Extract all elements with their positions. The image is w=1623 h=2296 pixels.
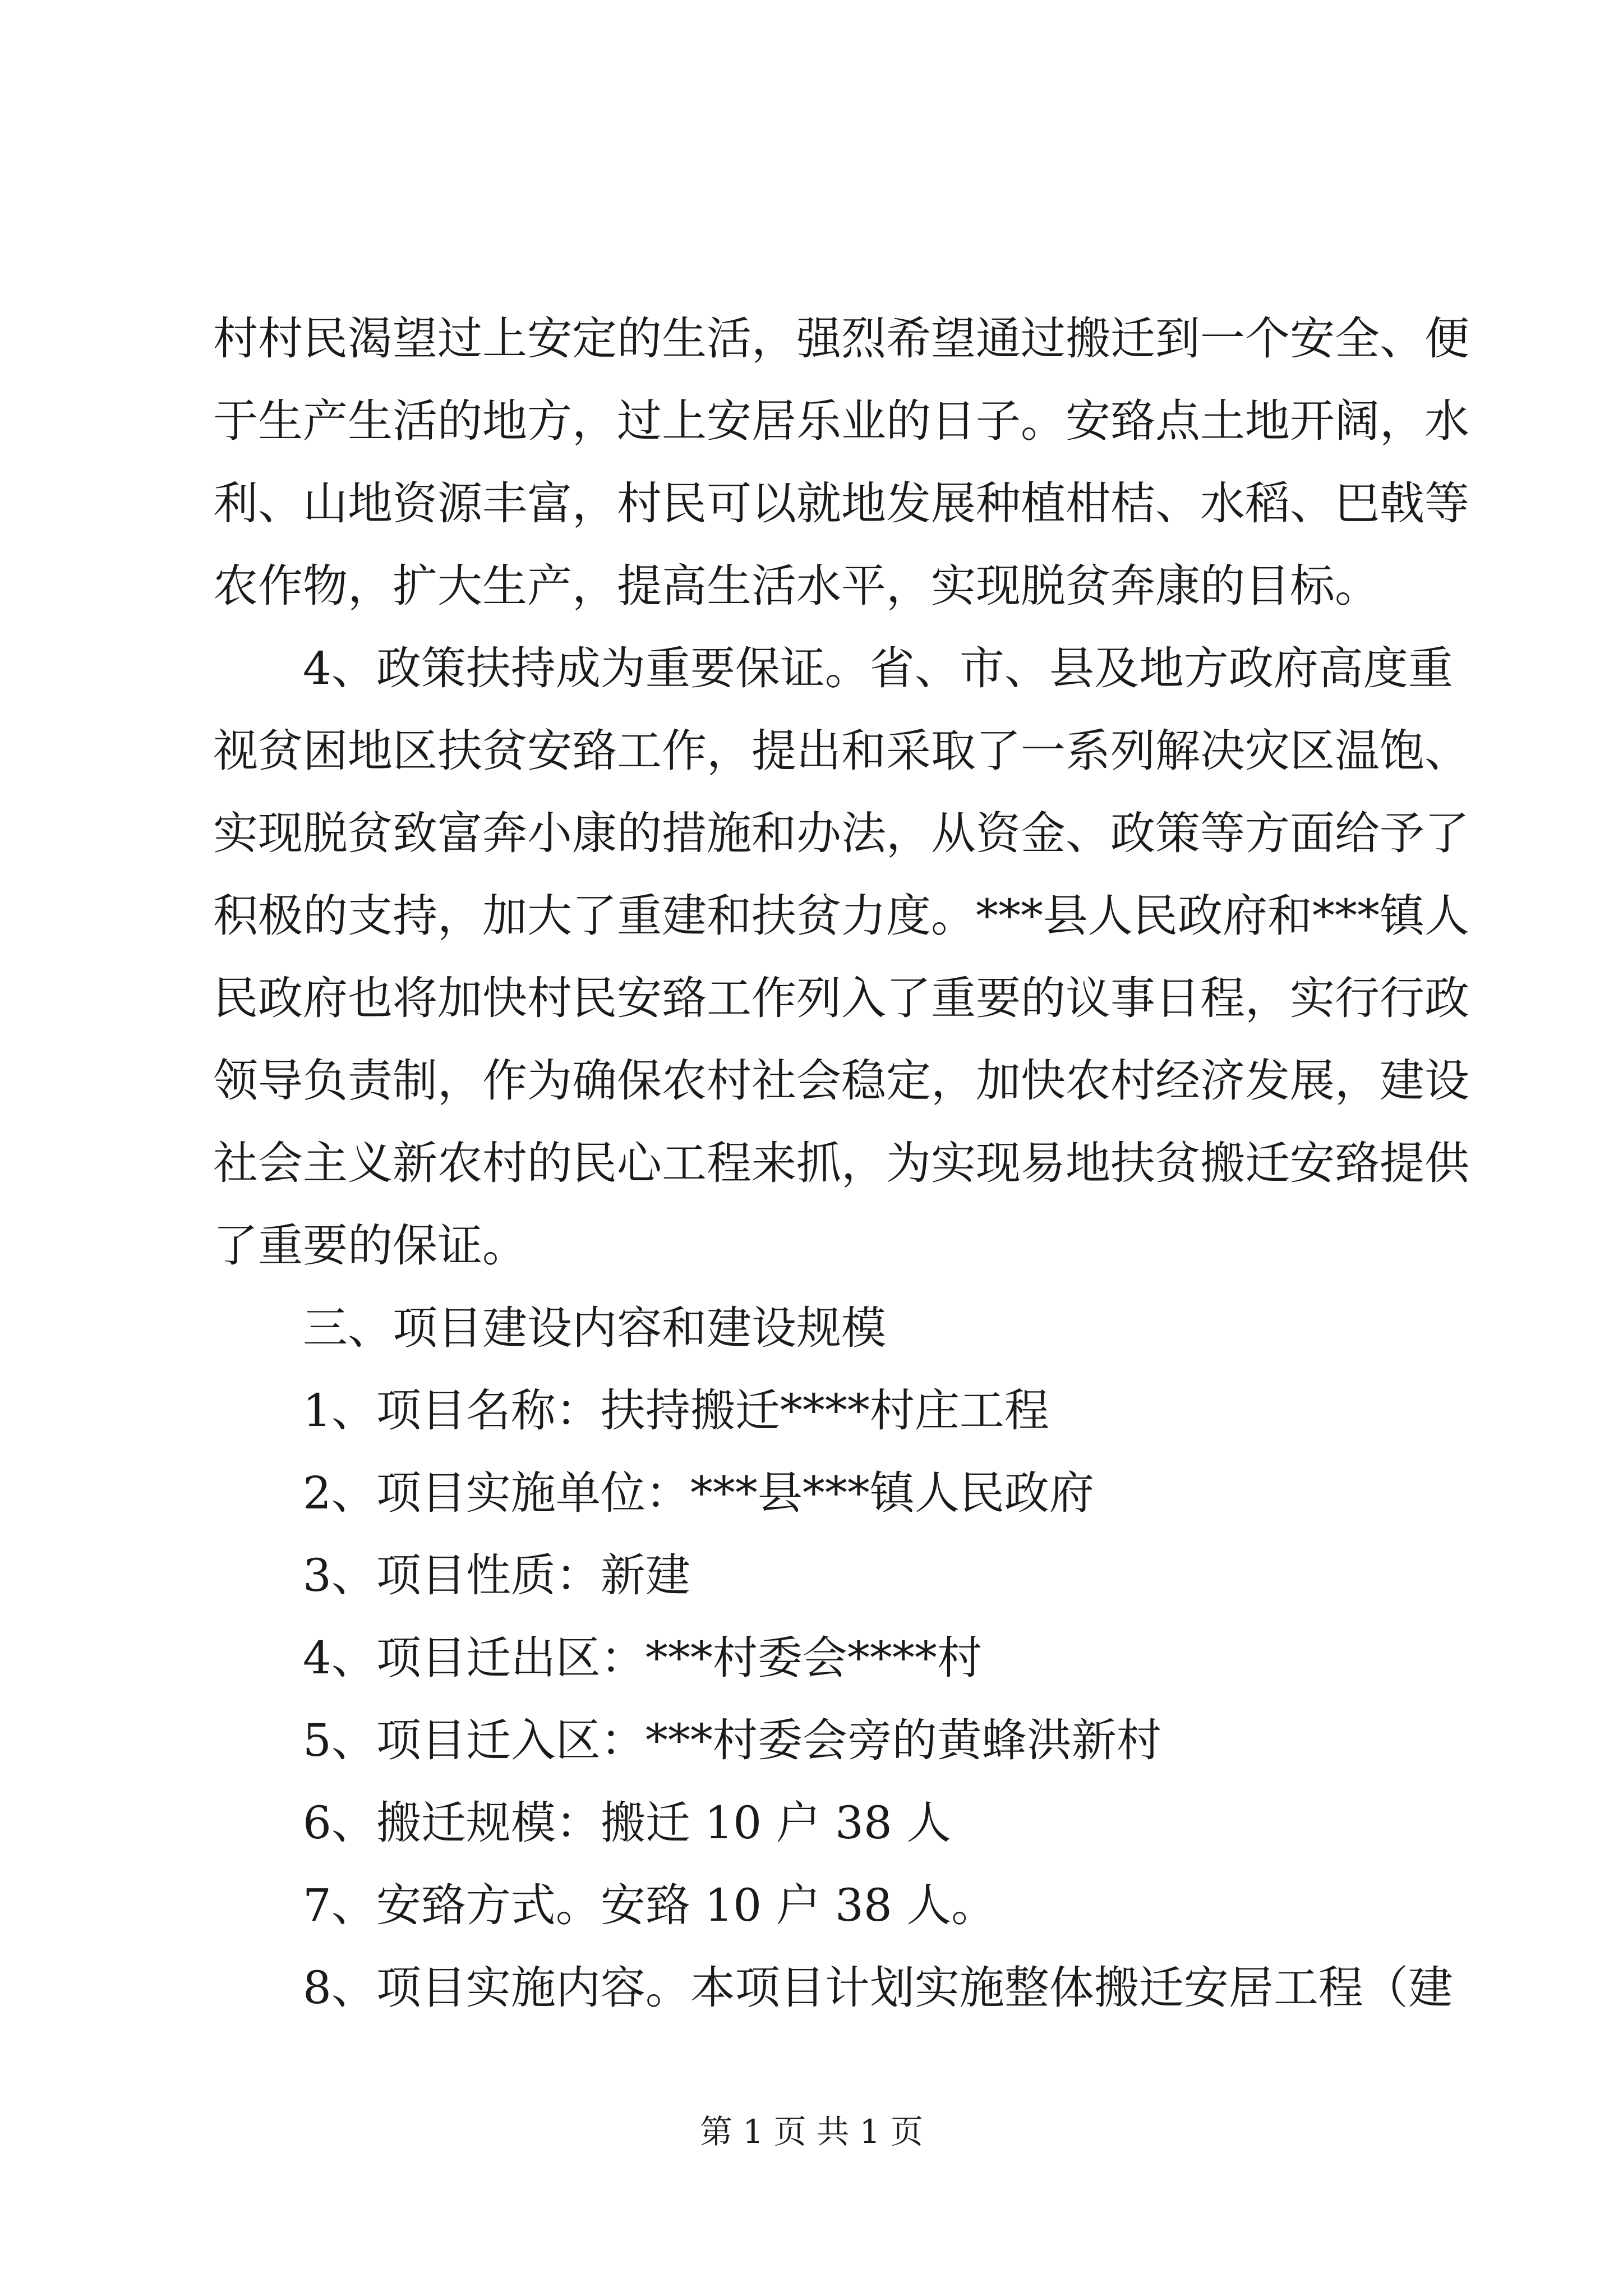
- list-item: 7、安臵方式。安臵 10 户 38 人。: [303, 1879, 997, 1931]
- paragraph-line: 了重要的保证。: [213, 1220, 527, 1272]
- paragraph-line: 村村民渴望过上安定的生活，强烈希望通过搬迁到一个安全、便: [213, 312, 1469, 365]
- list-item: 6、搬迁规模：搬迁 10 户 38 人: [303, 1797, 952, 1849]
- list-item: 5、项目迁入区：***村委会旁的黄蜂洪新村: [303, 1714, 1161, 1766]
- page-number-label: 第 1 页 共 1 页: [700, 2113, 923, 2151]
- paragraph-line: 利、山地资源丰富，村民可以就地发展种植柑桔、水稻、巴戟等: [213, 477, 1469, 530]
- paragraph-line: 社会主义新农村的民心工程来抓，为实现易地扶贫搬迁安臵提供: [213, 1137, 1469, 1189]
- paragraph-line: 4、政策扶持成为重要保证。省、市、县及地方政府高度重: [303, 642, 1453, 694]
- page-footer: [0, 2109, 1623, 2154]
- list-item: 4、项目迁出区：***村委会****村: [303, 1632, 982, 1684]
- paragraph-line: 领导负责制，作为确保农村社会稳定，加快农村经济发展，建设: [213, 1055, 1469, 1107]
- section-heading: 三、项目建设内容和建设规模: [303, 1302, 886, 1354]
- list-item: 8、项目实施内容。本项目计划实施整体搬迁安居工程（建: [303, 1962, 1453, 2014]
- list-item: 3、项目性质：新建: [303, 1549, 690, 1602]
- list-item: 2、项目实施单位：***县***镇人民政府: [303, 1467, 1094, 1519]
- paragraph-line: 视贫困地区扶贫安臵工作，提出和采取了一系列解决灾区温饱、: [213, 725, 1469, 777]
- paragraph-line: 农作物，扩大生产，提高生活水平，实现脱贫奔康的目标。: [213, 560, 1380, 612]
- paragraph-line: 实现脱贫致富奔小康的措施和办法，从资金、政策等方面给予了: [213, 807, 1469, 859]
- paragraph-line: 民政府也将加快村民安臵工作列入了重要的议事日程，实行行政: [213, 972, 1469, 1024]
- paragraph-line: 于生产生活的地方，过上安居乐业的日子。安臵点土地开阔，水: [213, 395, 1469, 447]
- body-text: [213, 297, 1469, 2029]
- paragraph-line: 积极的支持，加大了重建和扶贫力度。***县人民政府和***镇人: [213, 890, 1469, 942]
- list-item: 1、项目名称：扶持搬迁****村庄工程: [303, 1384, 1049, 1437]
